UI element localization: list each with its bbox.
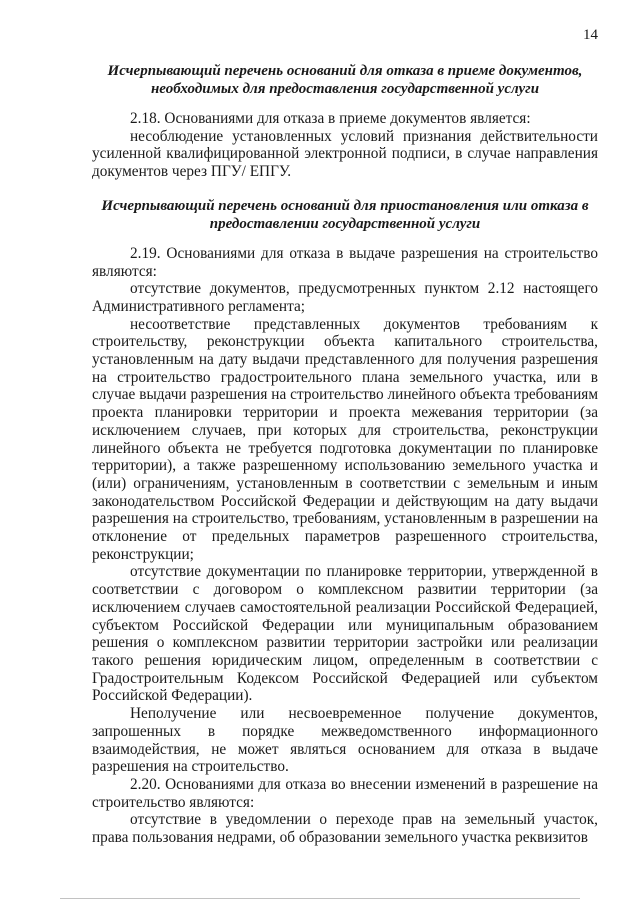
page-number: 14 xyxy=(583,27,598,43)
paragraph-2-19-intro: 2.19. Основаниями для отказа в выдаче разрешения на строительство являются: xyxy=(92,244,598,280)
paragraph-2-19-note: Неполучение или несвоевременное получение документов, запрошенных в порядке межведомственного информационного взаимодействия, не может являться основанием для отказа в выдаче разрешения на строительство. xyxy=(92,705,598,776)
paragraph-2-18-intro: 2.18. Основаниями для отказа в приеме документов является: xyxy=(130,110,531,127)
section-heading-refusal-acceptance: Исчерпывающий перечень оснований для отказа в приеме документов, необходимых для предоставления государственной услуги xyxy=(107,63,583,97)
paragraph-2-19-item-3: отсутствие документации по планировке территории, утвержденной в соответствии с договором о комплексном развитии территории (за исключением случаев самостоятельной реализации Российской Федерацией, субъектом Российской Федерации или муниципальным образованием решения о комплексном развитии территории застройки или реализации такого решения юридическим лицом, определенным в соответствии с Градостроительным Кодексом Российской Федерацией или субъектом Российской Федерации). xyxy=(92,563,598,705)
paragraph-2-18-item: несоблюдение установленных условий признания действительности усиленной квалифицированной электронной подписи, в случае направления документов через ПГУ/ ЕПГУ. xyxy=(92,127,598,181)
document-body xyxy=(92,56,598,847)
paragraph-2-19-item-1: отсутствие документов, предусмотренных пунктом 2.12 настоящего Административного регламента; xyxy=(92,280,598,315)
section-heading-suspension-refusal: Исчерпывающий перечень оснований для приостановления или отказа в предоставлении государственной услуги xyxy=(101,197,589,232)
paragraph-2-20-item-1: отсутствие в уведомлении о переходе прав на земельный участок, права пользования недрами, об образовании земельного участка реквизитов xyxy=(92,811,598,847)
paragraph-2-19-item-2: несоответствие представленных документов требованиям к строительству, реконструкции объекта капитального строительства, установленным на дату выдачи представленного для получения разрешения на строительство градостроительного плана земельного участка, или в случае выдачи разрешения на строительство линейного объекта требованиям проекта планировки территории и проекта межевания территории (за исключением случаев, при которых для строительства, реконструкции линейного объекта не требуется подготовка документации по планировке территории), а также разрешенному использованию земельного участка и (или) ограничениям, установленным в соответствии с земельным и иным законодательством Российской Федерации и действующим на дату выдачи разрешения на строительство, требованиям, установленным в разрешении на отклонение от предельных параметров разрешенного строительства, реконструкции; xyxy=(92,315,598,563)
page-bottom-edge xyxy=(60,898,580,899)
paragraph-2-20-intro: 2.20. Основаниями для отказа во внесении изменений в разрешение на строительство являются: xyxy=(92,775,598,811)
